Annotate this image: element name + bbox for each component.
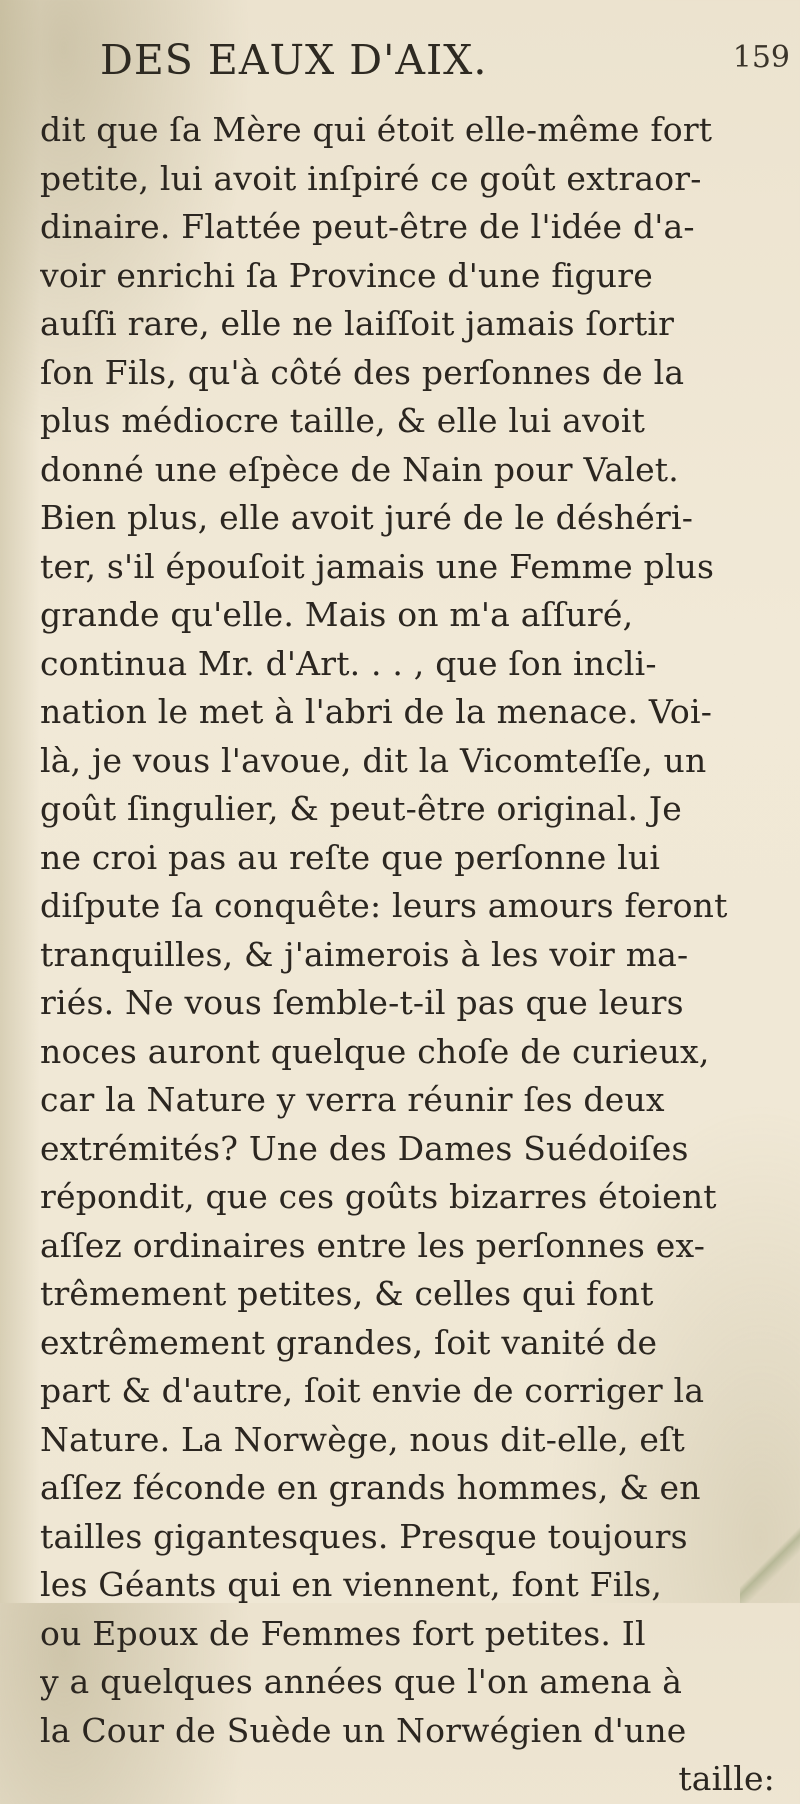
text-line: part & d'autre, ſoit envie de corriger la: [40, 1371, 705, 1410]
running-title: DES EAUX D'AIX.: [100, 36, 488, 84]
catchword: taille:: [678, 1759, 775, 1798]
page-corner-stain: [740, 1493, 800, 1603]
text-line: petite, lui avoit inſpiré ce goût extraor-: [40, 158, 702, 198]
text-line: ſon Fils, qu'à côté des perſonnes de la: [40, 352, 685, 392]
text-line: auſſi rare, elle ne laiſſoit jamais ſortir: [40, 304, 675, 343]
text-line: ne croi pas au reſte que perſonne lui: [40, 837, 661, 877]
text-line: trêmement petites, & celles qui font: [40, 1274, 654, 1313]
body-text: [40, 106, 775, 1804]
text-line: ou Epoux de Femmes fort petites. Il: [40, 1613, 646, 1653]
text-line: aſſez ordinaires entre les perſonnes ex-: [40, 1225, 706, 1265]
text-line: riés. Ne vous ſemble-t-il pas que leurs: [40, 983, 684, 1022]
text-line: y a quelques années que l'on amena à: [40, 1662, 683, 1701]
text-line: là, je vous l'avoue, dit la Vicomteſſe, un: [40, 740, 707, 780]
text-line: goût ſingulier, & peut-être original. Je: [40, 789, 683, 828]
text-line: Nature. La Norwège, nous dit-elle, eſt: [40, 1419, 685, 1459]
text-line: les Géants qui en viennent, font Fils,: [40, 1565, 663, 1604]
text-line: extrêmement grandes, ſoit vanité de: [40, 1322, 658, 1362]
text-line: car la Nature y verra réunir ſes deux: [40, 1080, 665, 1119]
text-line: répondit, que ces goûts bizarres étoient: [40, 1177, 717, 1216]
text-line: noces auront quelque choſe de curieux,: [40, 1031, 710, 1071]
text-line: nation le met à l'abri de la menace. Voi-: [40, 692, 713, 731]
text-line: dit que ſa Mère qui étoit elle-même fort: [40, 110, 713, 149]
page-number: 159: [732, 40, 790, 75]
page-edge-shadow: [0, 0, 40, 1603]
text-line: tailles gigantesques. Presque toujours: [40, 1516, 688, 1556]
text-line: diſpute ſa conquête: leurs amours feront: [40, 886, 728, 925]
text-line: tranquilles, & j'aimerois à les voir ma-: [40, 934, 689, 974]
text-line: Bien plus, elle avoit juré de le déshéri-: [40, 498, 694, 537]
text-line: extrémités? Une des Dames Suédoiſes: [40, 1128, 689, 1168]
text-line: voir enrichi ſa Province d'une figure: [40, 255, 653, 295]
running-head: [100, 36, 790, 86]
text-line: dinaire. Flattée peut-être de l'idée d'a-: [40, 207, 695, 246]
text-line: donné une eſpèce de Nain pour Valet.: [40, 449, 679, 489]
text-line: continua Mr. d'Art. . . , que ſon incli-: [40, 643, 657, 683]
text-line: plus médiocre taille, & elle lui avoit: [40, 401, 646, 440]
text-line: grande qu'elle. Mais on m'a aſſuré,: [40, 595, 634, 634]
text-line: la Cour de Suède un Norwégien d'une: [40, 1710, 687, 1750]
text-line: aſſez féconde en grands hommes, & en: [40, 1468, 701, 1507]
text-line: ter, s'il épouſoit jamais une Femme plus: [40, 546, 715, 586]
